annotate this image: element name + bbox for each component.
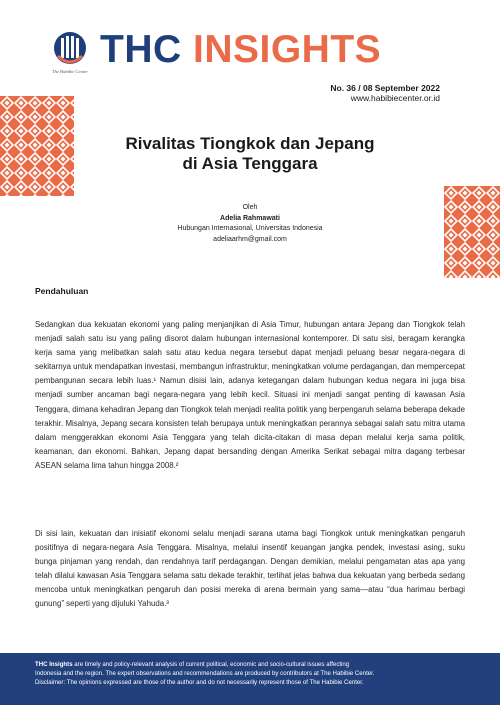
brand-title <box>100 26 381 74</box>
footer-line-1 <box>35 660 465 669</box>
author-email[interactable]: adeliaarhm@gmail.com <box>213 235 287 243</box>
author-block <box>60 203 440 245</box>
author-affiliation: Hubungan Internasional, Universitas Indonesia <box>177 225 323 232</box>
author-name: Adelia Rahmawati <box>220 214 280 222</box>
footer-banner <box>0 653 500 705</box>
article-title <box>60 134 440 174</box>
footer-disclaimer: Disclaimer: The opinions expressed are those of the author and do not necessarily represent those of The Habibie Center. <box>35 679 364 686</box>
logo-caption: The Habibie Center <box>52 69 88 74</box>
footer-text <box>35 660 465 687</box>
section-heading: Pendahuluan <box>35 286 89 296</box>
issue-meta <box>330 83 440 103</box>
body-paragraph-1: Sedangkan dua kekuatan ekonomi yang paling menjanjikan di Asia Timur, hubungan antara Jepang dan Tiongkok telah menjadi salah satu isu yang paling disorot dalam hubungan internasional kontemporer. Di satu sisi, beragam kerangka kerja sama yang melibatkan salah satu atau kedua negara tersebut dapat menjadi peluang besar negara-negara di sekitarnya untuk mendapatkan investasi, membangun infrastruktur, meningkatkan volume perdagangan, dan mempercepat pembangunan secara lebih luas.¹ Namun disisi lain, adanya ketegangan dalam hubungan kedua negara ini juga bisa menjadi sumber ancaman bagi negara-negara yang lebih kecil. Situasi ini menjadi sangat penting di kawasan Asia Tenggara, dimana kehadiran Jepang dan Tiongkok telah menjadi realita politik yang berpengaruh selama beberapa dekade terakhir. Misalnya, Jepang secara konsisten telah berupaya untuk meningkatkan perannya sebagai salah satu mitra utama dalam menggerakkan ekonomi Asia Tenggara yang telah dicita-citakan di masa depan melalui kerja sama politik, keamanan, dan ekonomi. Bahkan, Jepang dapat bersanding dengan Amerika Serikat sebagai mitra dagang terbesar ASEAN selama lima tahun hingga 2008.² <box>35 320 465 470</box>
by-label: Oleh <box>242 204 258 211</box>
article-title-line1: Rivalitas Tiongkok dan Jepang <box>125 134 375 153</box>
issue-number: No. 36 / 08 September 2022 <box>330 83 440 93</box>
body-paragraph-2: Di sisi lain, kekuatan dan inisiatif ekonomi selalu menjadi sarana utama bagi Tiongkok untuk meningkatkan pengaruh positifnya di negara-negara Asia Tenggara. Misalnya, melalui insentif keuangan jangka pendek, investasi asing, suku bunga pinjaman yang rendah, dan rendahnya tarif perdagangan. Dengan demikian, melalui pengamatan atas apa yang telah dilalui kawasan Asia Tenggara selama satu dekade terakhir, terlihat jelas bahwa dua kekuatan yang berbeda sedang mencoba untuk meningkatkan pengaruh dan posisi mereka di arena bermain yang sama—atau “dua harimau berbagi gunung” seperti yang dijuluki Yahuda.³ <box>35 529 465 609</box>
footer-brand: THC Insights <box>35 661 73 668</box>
article-title-line2: di Asia Tenggara <box>182 154 318 173</box>
decorative-pattern-right <box>444 186 500 278</box>
website-link[interactable]: www.habibiecenter.or.id <box>350 93 440 103</box>
brand-thc: THC <box>100 28 182 71</box>
footer-line-2: Indonesia and the region. The expert observations and recommendations are produced by contributors at The Habibie Center. <box>35 670 375 677</box>
brand-insights: INSIGHTS <box>193 28 382 71</box>
footer-line-1-text: are timely and policy-relevant analysis of current political, economic and socio-cultural issues affecting <box>72 661 350 668</box>
